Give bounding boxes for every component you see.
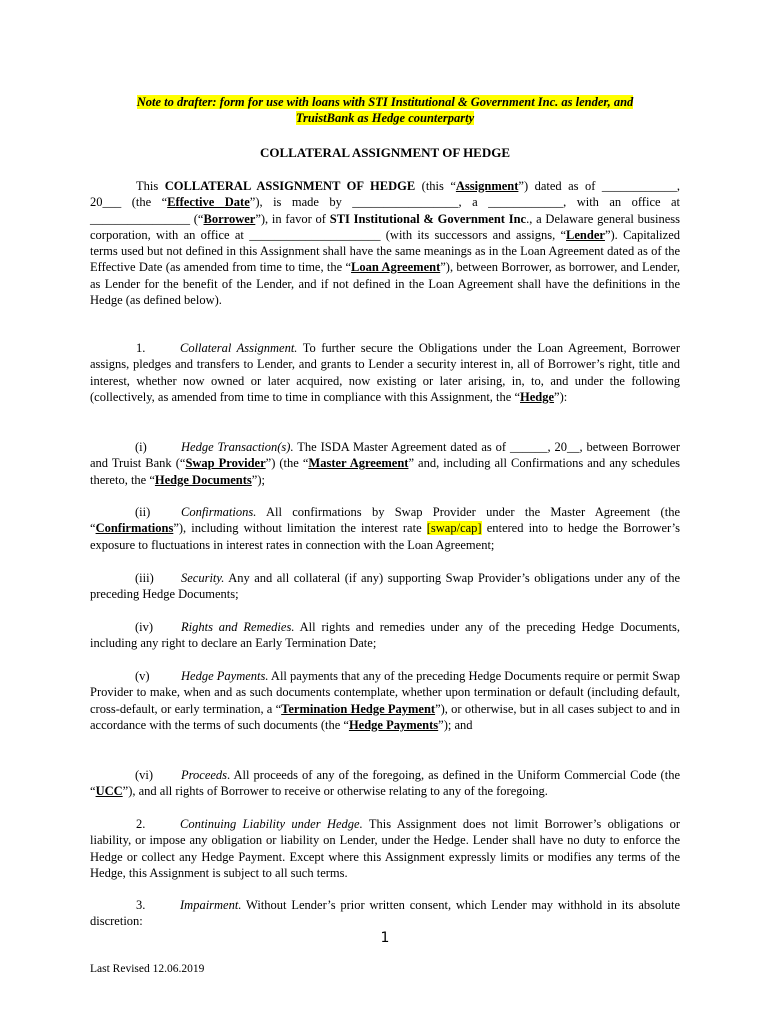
- section-1: 1. Collateral Assignment. To further secure the Obligations under the Loan Agreement, Borrower assigns, pledges and transfers to Lender, and grants to Lender a security interest in, all of Borrower’s right, title and interest, whether now owned or later acquired, now existing or later arising, in, to, and under the following (collectively, as amended from time to time in compliance with this Assignment, the “Hedge”):: [90, 341, 680, 404]
- section-2: 2. Continuing Liability under Hedge. This Assignment does not limit Borrower’s obligations or liability, or impose any obligation or liability on Lender, under the Hedge. Lender shall have no duty to enforce the Hedge or collect any Hedge Payment. Except where this Assignment expressly limits or modifies any terms of the Hedge, this Assignment is subject to all such terms.: [90, 817, 680, 880]
- drafter-note-line2: TruistBank as Hedge counterparty: [295, 111, 475, 125]
- defined-term-confirmations: Confirmations: [95, 521, 174, 536]
- drafter-note: [90, 94, 680, 126]
- section-1-iii: (iii) Security. Any and all collateral (if any) supporting Swap Provider’s obligations under any of the preceding Hedge Documents;: [90, 571, 680, 602]
- defined-term-hedge-documents: Hedge Documents: [154, 472, 252, 487]
- section-1-v: (v) Hedge Payments. All payments that any of the preceding Hedge Documents require or permit Swap Provider to make, when and as such documents contemplate, whether upon termination or default (including default, cross-default, or early termination, a “Termination Hedge Payment”), or otherwise, but in all cases subject to and in accordance with the terms of such documents (the “Hedge Payments”); and: [90, 669, 680, 732]
- section-2-heading: Continuing Liability under Hedge.: [180, 817, 363, 831]
- defined-term-lender: Lender: [566, 227, 605, 242]
- defined-term-effective-date: Effective Date: [167, 195, 250, 210]
- defined-term-ucc: UCC: [95, 784, 123, 799]
- defined-term-master-agreement: Master Agreement: [308, 456, 409, 471]
- section-1-iv: (iv) Rights and Remedies. All rights and remedies under any of the preceding Hedge Documents, including any right to declare an Early Termination Date;: [90, 620, 681, 651]
- defined-term-borrower: Borrower: [203, 211, 256, 226]
- section-1-ii: (ii) Confirmations. All confirmations by Swap Provider under the Master Agreement (the “Confirmations”), including without limitation the interest rate [swap/cap] entered into to hedge the Borrower’s exposure to fluctuations in interest rates in connection with the Loan Agreement;: [90, 505, 680, 552]
- intro-paragraph: This COLLATERAL ASSIGNMENT OF HEDGE (this “Assignment”) dated as of ____________, 20___ (the “Effective Date”), is made by _________________, a ____________, with an office at ________________ (“Borrower”), in favor of STI Institutional & Government Inc., a Delaware general business corporation, with an office at _____________________ (with its successors and assigns, “Lender”). Capitalized terms used but not defined in this Assignment shall have the same meanings as in the Loan Agreement dated as of the Effective Date (as amended from time to time, the “Loan Agreement”), between Borrower, as borrower, and Lender, as Lender for the benefit of the Lender, and if not defined in the Loan Agreement shall have the definitions in the Hedge (as defined below).: [90, 179, 681, 308]
- document-title: COLLATERAL ASSIGNMENT OF HEDGE: [259, 145, 511, 160]
- section-1-i: (i) Hedge Transaction(s). The ISDA Master Agreement dated as of ______, 20__, between Borrower and Truist Bank (“Swap Provider”) (the “Master Agreement” and, including all Confirmations and any schedules thereto, the “Hedge Documents”);: [90, 440, 681, 487]
- drafter-note-line1: Note to drafter: form for use with loans with STI Institutional & Government Inc. as lender, and: [136, 95, 634, 109]
- defined-term-loan-agreement: Loan Agreement: [351, 260, 441, 275]
- section-1-vi: (vi) Proceeds. All proceeds of any of the foregoing, as defined in the Uniform Commercial Code (the “UCC”), and all rights of Borrower to receive or otherwise relating to any of the foregoing.: [90, 768, 680, 799]
- footer-revision: Last Revised 12.06.2019: [90, 963, 205, 975]
- swap-cap-placeholder: [swap/cap]: [426, 521, 482, 536]
- section-1-heading: Collateral Assignment.: [180, 341, 298, 355]
- defined-term-swap-provider: Swap Provider: [185, 456, 266, 471]
- defined-term-assignment: Assignment: [455, 179, 519, 193]
- page-number: 1: [380, 930, 390, 946]
- defined-term-hedge-payments: Hedge Payments: [348, 717, 439, 732]
- section-3-heading: Impairment.: [180, 898, 242, 912]
- section-3: 3. Impairment. Without Lender’s prior written consent, which Lender may withhold in its absolute discretion:: [90, 898, 680, 929]
- defined-term-termination-hedge-payment: Termination Hedge Payment: [281, 701, 436, 716]
- defined-term-hedge: Hedge: [520, 389, 555, 404]
